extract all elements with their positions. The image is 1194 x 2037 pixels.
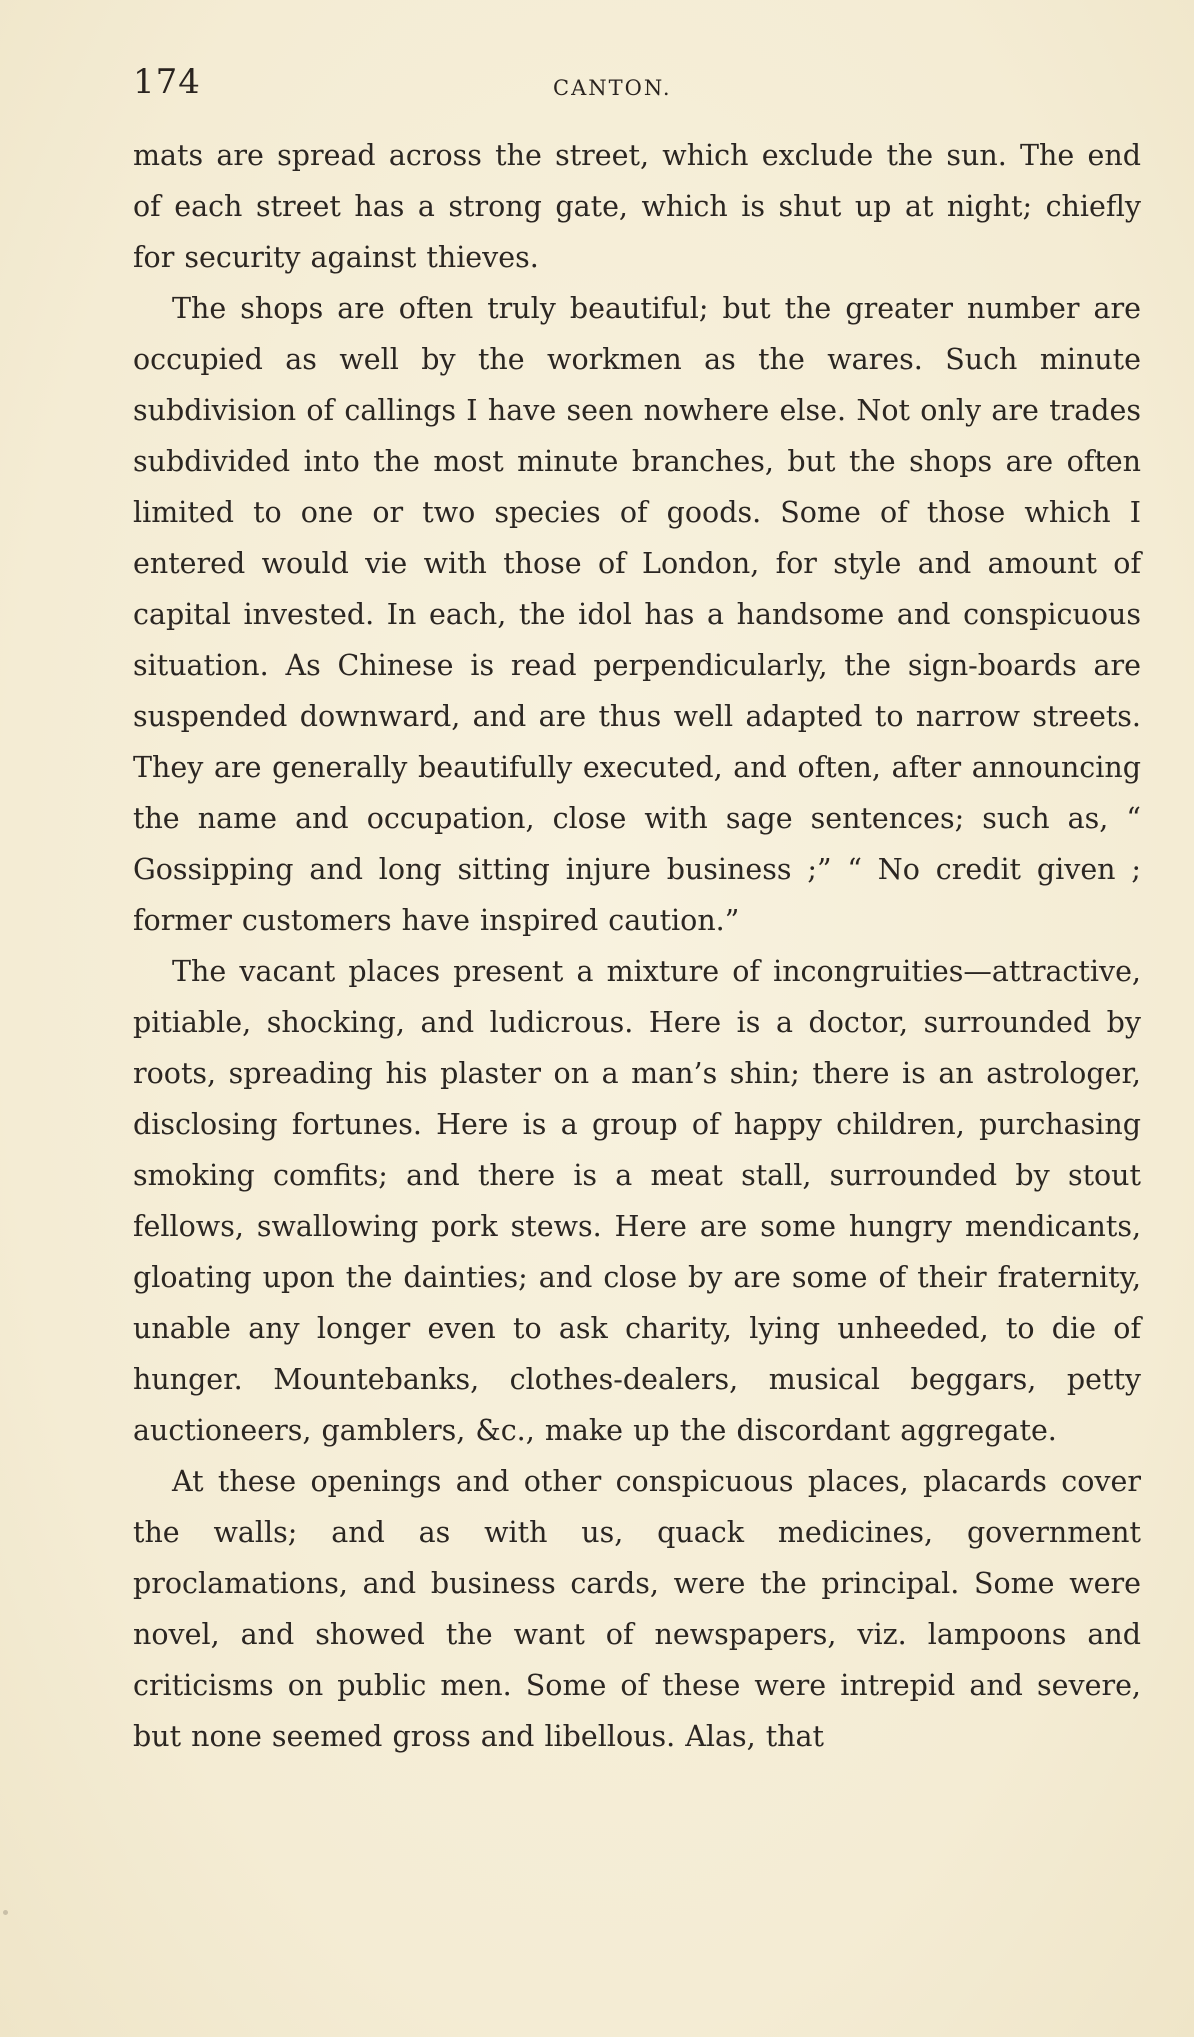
page-header xyxy=(133,62,1141,112)
body-text xyxy=(133,130,1141,1762)
paragraph-vacant-places: The vacant places present a mixture of incongruities—attractive, pitiable, shocking, and ludicrous. Here is a doctor, surrounded by roots, spreading his plaster on a man’s shin; there is an astrologer, disclosing fortunes. Here is a group of happy children, purchasing smoking comfits; and there is a meat stall, surrounded by stout fellows, swallowing pork stews. Here are some hungry mendicants, gloating upon the dainties; and close by are some of their fraternity, unable any longer even to ask charity, lying unheeded, to die of hunger. Mountebanks, clothes-dealers, musical beggars, petty auctioneers, gamblers, &c., make up the discordant aggregate. xyxy=(133,955,1141,1447)
paragraph-continued: mats are spread across the street, which exclude the sun. The end of each street has a strong gate, which is shut up at night; chiefly for security against thieves. xyxy=(133,139,1141,274)
paper-speck xyxy=(3,1910,8,1915)
page-number: 174 xyxy=(133,62,201,102)
paragraph-shops: The shops are often truly beautiful; but the greater number are occupied as well by the workmen as the wares. Such minute subdivision of callings I have seen nowhere else. Not only are trades subdivided into the most minute branches, but the shops are often limited to one or two species of goods. Some of those which I entered would vie with those of London, for style and amount of capital invested. In each, the idol has a handsome and conspicuous situation. As Chinese is read perpendicularly, the sign-boards are suspended downward, and are thus well adapted to narrow streets. They are generally beautifully executed, and often, after announcing the name and occupation, close with sage sentences; such as, “ Gossipping and long sitting injure business ;” “ No credit given ; former customers have inspired caution.” xyxy=(133,292,1141,937)
paragraph-placards: At these openings and other conspicuous places, placards cover the walls; and as with us, quack medicines, government proclamations, and business cards, were the principal. Some were novel, and showed the want of newspapers, viz. lampoons and criticisms on public men. Some of these were intrepid and severe, but none seemed gross and libellous. Alas, that xyxy=(133,1465,1141,1753)
running-head: CANTON. xyxy=(553,76,672,100)
